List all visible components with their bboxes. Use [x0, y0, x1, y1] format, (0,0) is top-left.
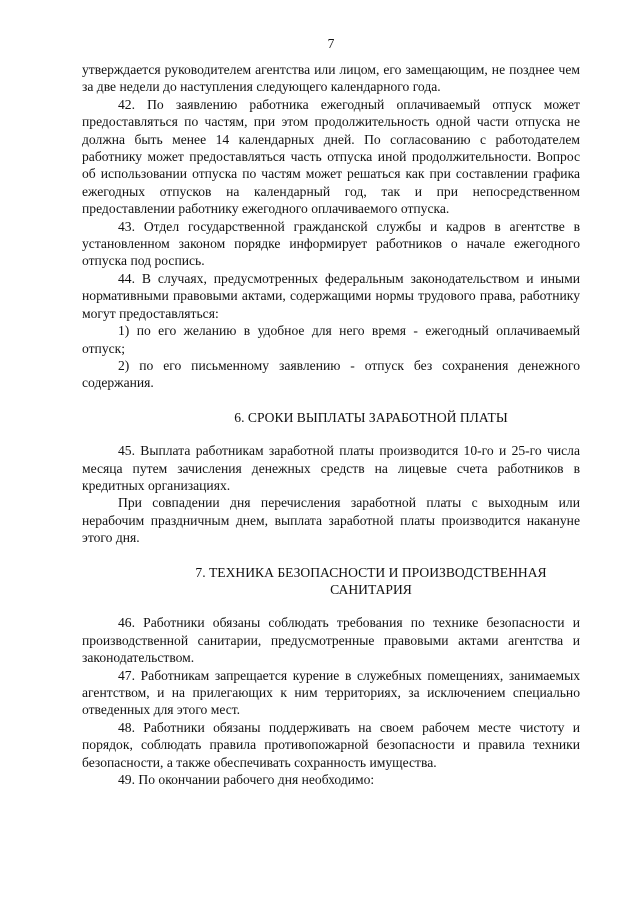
page-number: 7 [327, 36, 335, 51]
paragraph-46: 46. Работники обязаны соблюдать требования по технике безопасности и производственной санитарии, предусмотренные правовыми актами агентства и законодательством. [82, 615, 580, 666]
paragraph-45: 45. Выплата работникам заработной платы производится 10-го и 25-го числа месяца путем зачисления денежных средств на лицевые счета работников в кредитных организациях. [82, 443, 580, 493]
paragraph-42: 42. По заявлению работника ежегодный оплачиваемый отпуск может предоставляться по частям, при этом продолжительность одной части отпуска не должна быть менее 14 календарных дней. По согласованию с работодателем работнику может предоставляться часть отпуска иной продолжительности. Вопрос об использовании отпуска по частям может решаться как при составлении графика ежегодных отпусков на календарный год, так и при непосредственном предоставлении работнику ежегодного оплачиваемого отпуска. [82, 96, 580, 217]
paragraph-47: 47. Работникам запрещается курение в служебных помещениях, занимаемых агентством, и на прилегающих к ним территориях, за исключением специально отведенных для этого мест. [82, 667, 580, 718]
paragraph-44: 44. В случаях, предусмотренных федеральным законодательством и иными нормативными правовыми актами, содержащими нормы трудового права, работнику могут предоставляться: [82, 270, 580, 321]
document-body [82, 61, 580, 788]
paragraph-43: 43. Отдел государственной гражданской службы и кадров в агентстве в установленном законом порядке информирует работников о начале ежегодного отпуска под роспись. [82, 218, 580, 269]
paragraph-45-continued: При совпадении дня перечисления заработной платы с выходным или нерабочим праздничным днем, выплата заработной платы производится накануне этого дня. [82, 495, 580, 546]
document-page [82, 0, 580, 902]
paragraph-49: 49. По окончании рабочего дня необходимо: [118, 772, 375, 788]
section-7-heading-line-2: САНИТАРИЯ [330, 581, 412, 597]
section-6-heading: 6. СРОКИ ВЫПЛАТЫ ЗАРАБОТНОЙ ПЛАТЫ [234, 409, 508, 425]
section-7-heading-line-1: 7. ТЕХНИКА БЕЗОПАСНОСТИ И ПРОИЗВОДСТВЕННАЯ [195, 564, 547, 580]
paragraph-44-item-2: 2) по его письменному заявлению - отпуск без сохранения денежного содержания. [82, 357, 580, 391]
paragraph-continuation: утверждается руководителем агентства или лицом, его замещающим, не позднее чем за две недели до наступления следующего календарного года. [82, 62, 580, 95]
paragraph-44-item-1: 1) по его желанию в удобное для него время - ежегодный оплачиваемый отпуск; [82, 323, 580, 356]
paragraph-48: 48. Работники обязаны поддерживать на своем рабочем месте чистоту и порядок, соблюдать правила противопожарной безопасности и правила техники безопасности, а также обеспечивать сохранность имущества. [82, 719, 580, 770]
